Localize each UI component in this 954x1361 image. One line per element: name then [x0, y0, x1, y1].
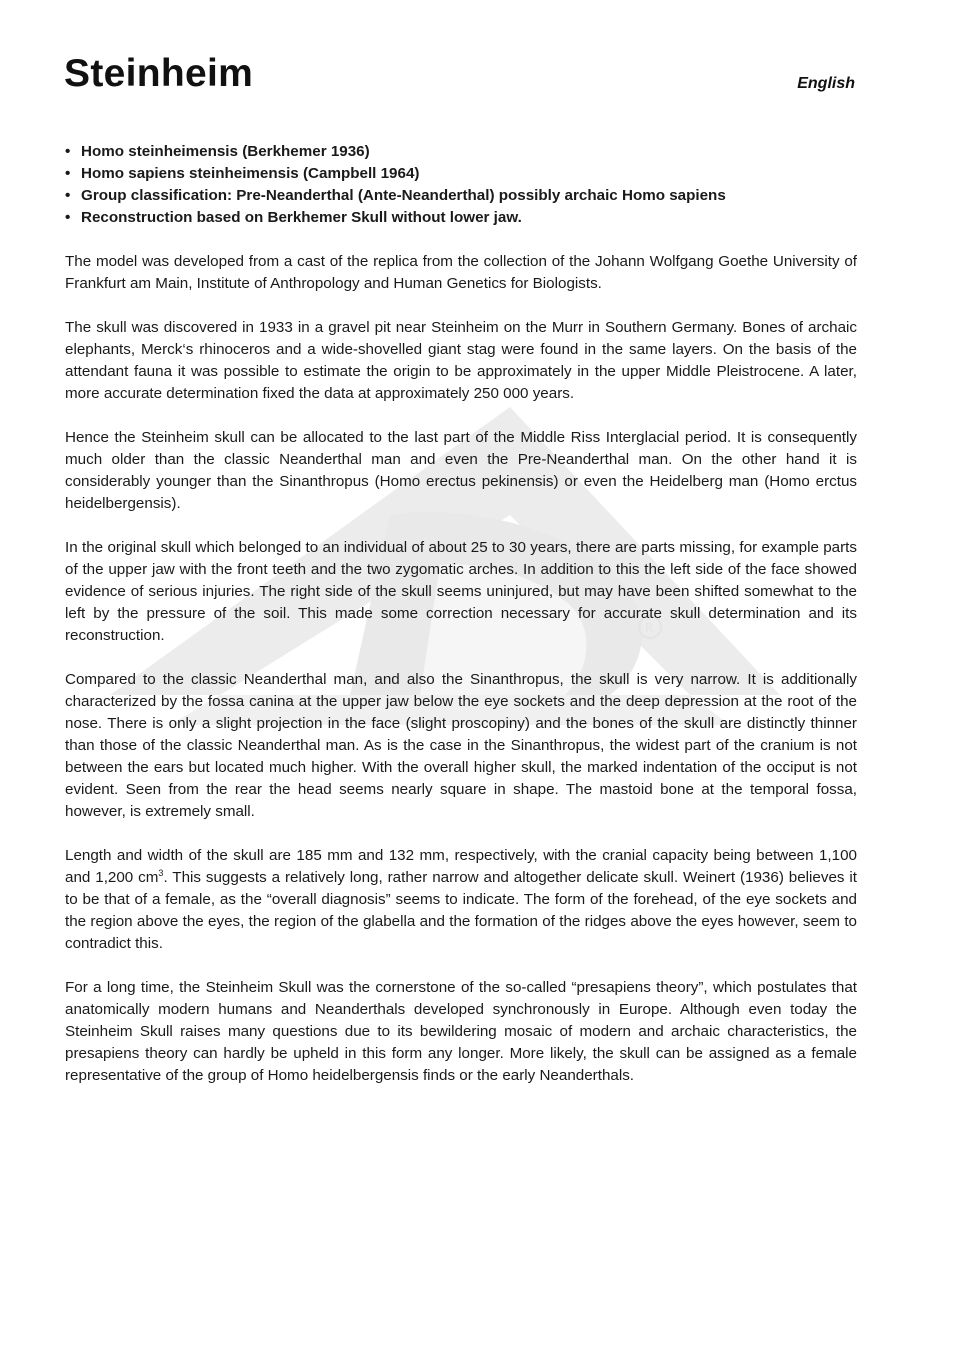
page-title: Steinheim [64, 52, 254, 95]
superscript-cubed: 3 [158, 868, 164, 878]
list-item: • Group classification: Pre-Neanderthal (Ante-Neanderthal) possibly archaic Homo sapiens [65, 185, 857, 207]
dimensions-text: Length and width of the skull are 185 mm and 132 mm, respectively, with the cranial capacity being between 1,100 and 1,200 cm [65, 847, 857, 886]
document-body [65, 141, 857, 1109]
paragraph-discovery: The skull was discovered in 1933 in a gravel pit near Steinheim on the Murr in Southern Germany. Bones of archaic elephants, Merck‘s rhinoceros and a wide-shovelled giant stag were found in the same layers. On the basis of the attendant fauna it was possible to estimate the origin to be approximately in the upper Middle Pleistrocene. A later, more accurate determination fixed the data at approximately 250 000 years. [65, 319, 857, 402]
paragraph-presapiens: For a long time, the Steinheim Skull was the cornerstone of the so-called “presapiens theory”, which postulates that anatomically modern humans and Neanderthals developed synchronously in Europe. Although even today the Steinheim Skull raises many questions due to its bewildering mosaic of modern and archaic characteristics, the presapiens theory can hardly be upheld in this form any longer. More likely, the skull can be assigned as a female representative of the group of Homo heidelbergensis finds or the early Neanderthals. [65, 979, 857, 1084]
classification-list [65, 141, 857, 229]
dimensions-text-continued: . This suggests a relatively long, rather narrow and altogether delicate skull. Weinert (1936) believes it to be that of a female, as the “overall diagnosis” seems to indicate. The form of the forehead, of the eye sockets and the region above the eyes, the region of the glabella and the formation of the ridges above the eyes however, seem to contradict this. [65, 869, 858, 952]
list-item: • Homo steinheimensis (Berkhemer 1936) [65, 141, 857, 163]
list-item: • Reconstruction based on Berkhemer Skull without lower jaw. [65, 207, 857, 229]
language-label: English [797, 75, 855, 92]
svg-text:R: R [645, 621, 654, 635]
paragraph-dating: Hence the Steinheim skull can be allocated to the last part of the Middle Riss Interglacial period. It is consequently much older than the classic Neanderthal man and even the Pre-Neanderthal man. On the other hand it is considerably younger than the Sinanthropus (Homo erectus pekinensis) or even the Heidelberg man (Homo erctus heidelbergensis). [65, 429, 857, 512]
paragraph-morphology: Compared to the classic Neanderthal man, and also the Sinanthropus, the skull is very narrow. It is additionally characterized by the fossa canina at the upper jaw below the eye sockets and the deep depression at the root of the nose. There is only a slight projection in the face (slight proscopiny) and the bones of the skull are distinctly thinner than those of the classic Neanderthal man. As is the case in the Sinanthropus, the widest part of the cranium is not between the ears but located much higher. With the overall higher skull, the marked indentation of the occiput is not evident. Seen from the rear the head seems nearly square in shape. The mastoid bone at the temporal fossa, however, is extremely small. [65, 671, 857, 820]
paragraph-condition: In the original skull which belonged to an individual of about 25 to 30 years, there are parts missing, for example parts of the upper jaw with the front teeth and the two zygomatic arches. In addition to this the left side of the face showed evidence of serious injuries. The right side of the skull seems uninjured, but may have been shifted somewhat to the left by the pressure of the soil. This made some correction necessary for accurate skull determination and its reconstruction. [65, 539, 857, 644]
list-item: • Homo sapiens steinheimensis (Campbell 1964) [65, 163, 857, 185]
paragraph-origin: The model was developed from a cast of the replica from the collection of the Johann Wolfgang Goethe University of Frankfurt am Main, Institute of Anthropology and Human Genetics for Biologists. [65, 253, 857, 292]
paragraph-dimensions [65, 845, 857, 955]
